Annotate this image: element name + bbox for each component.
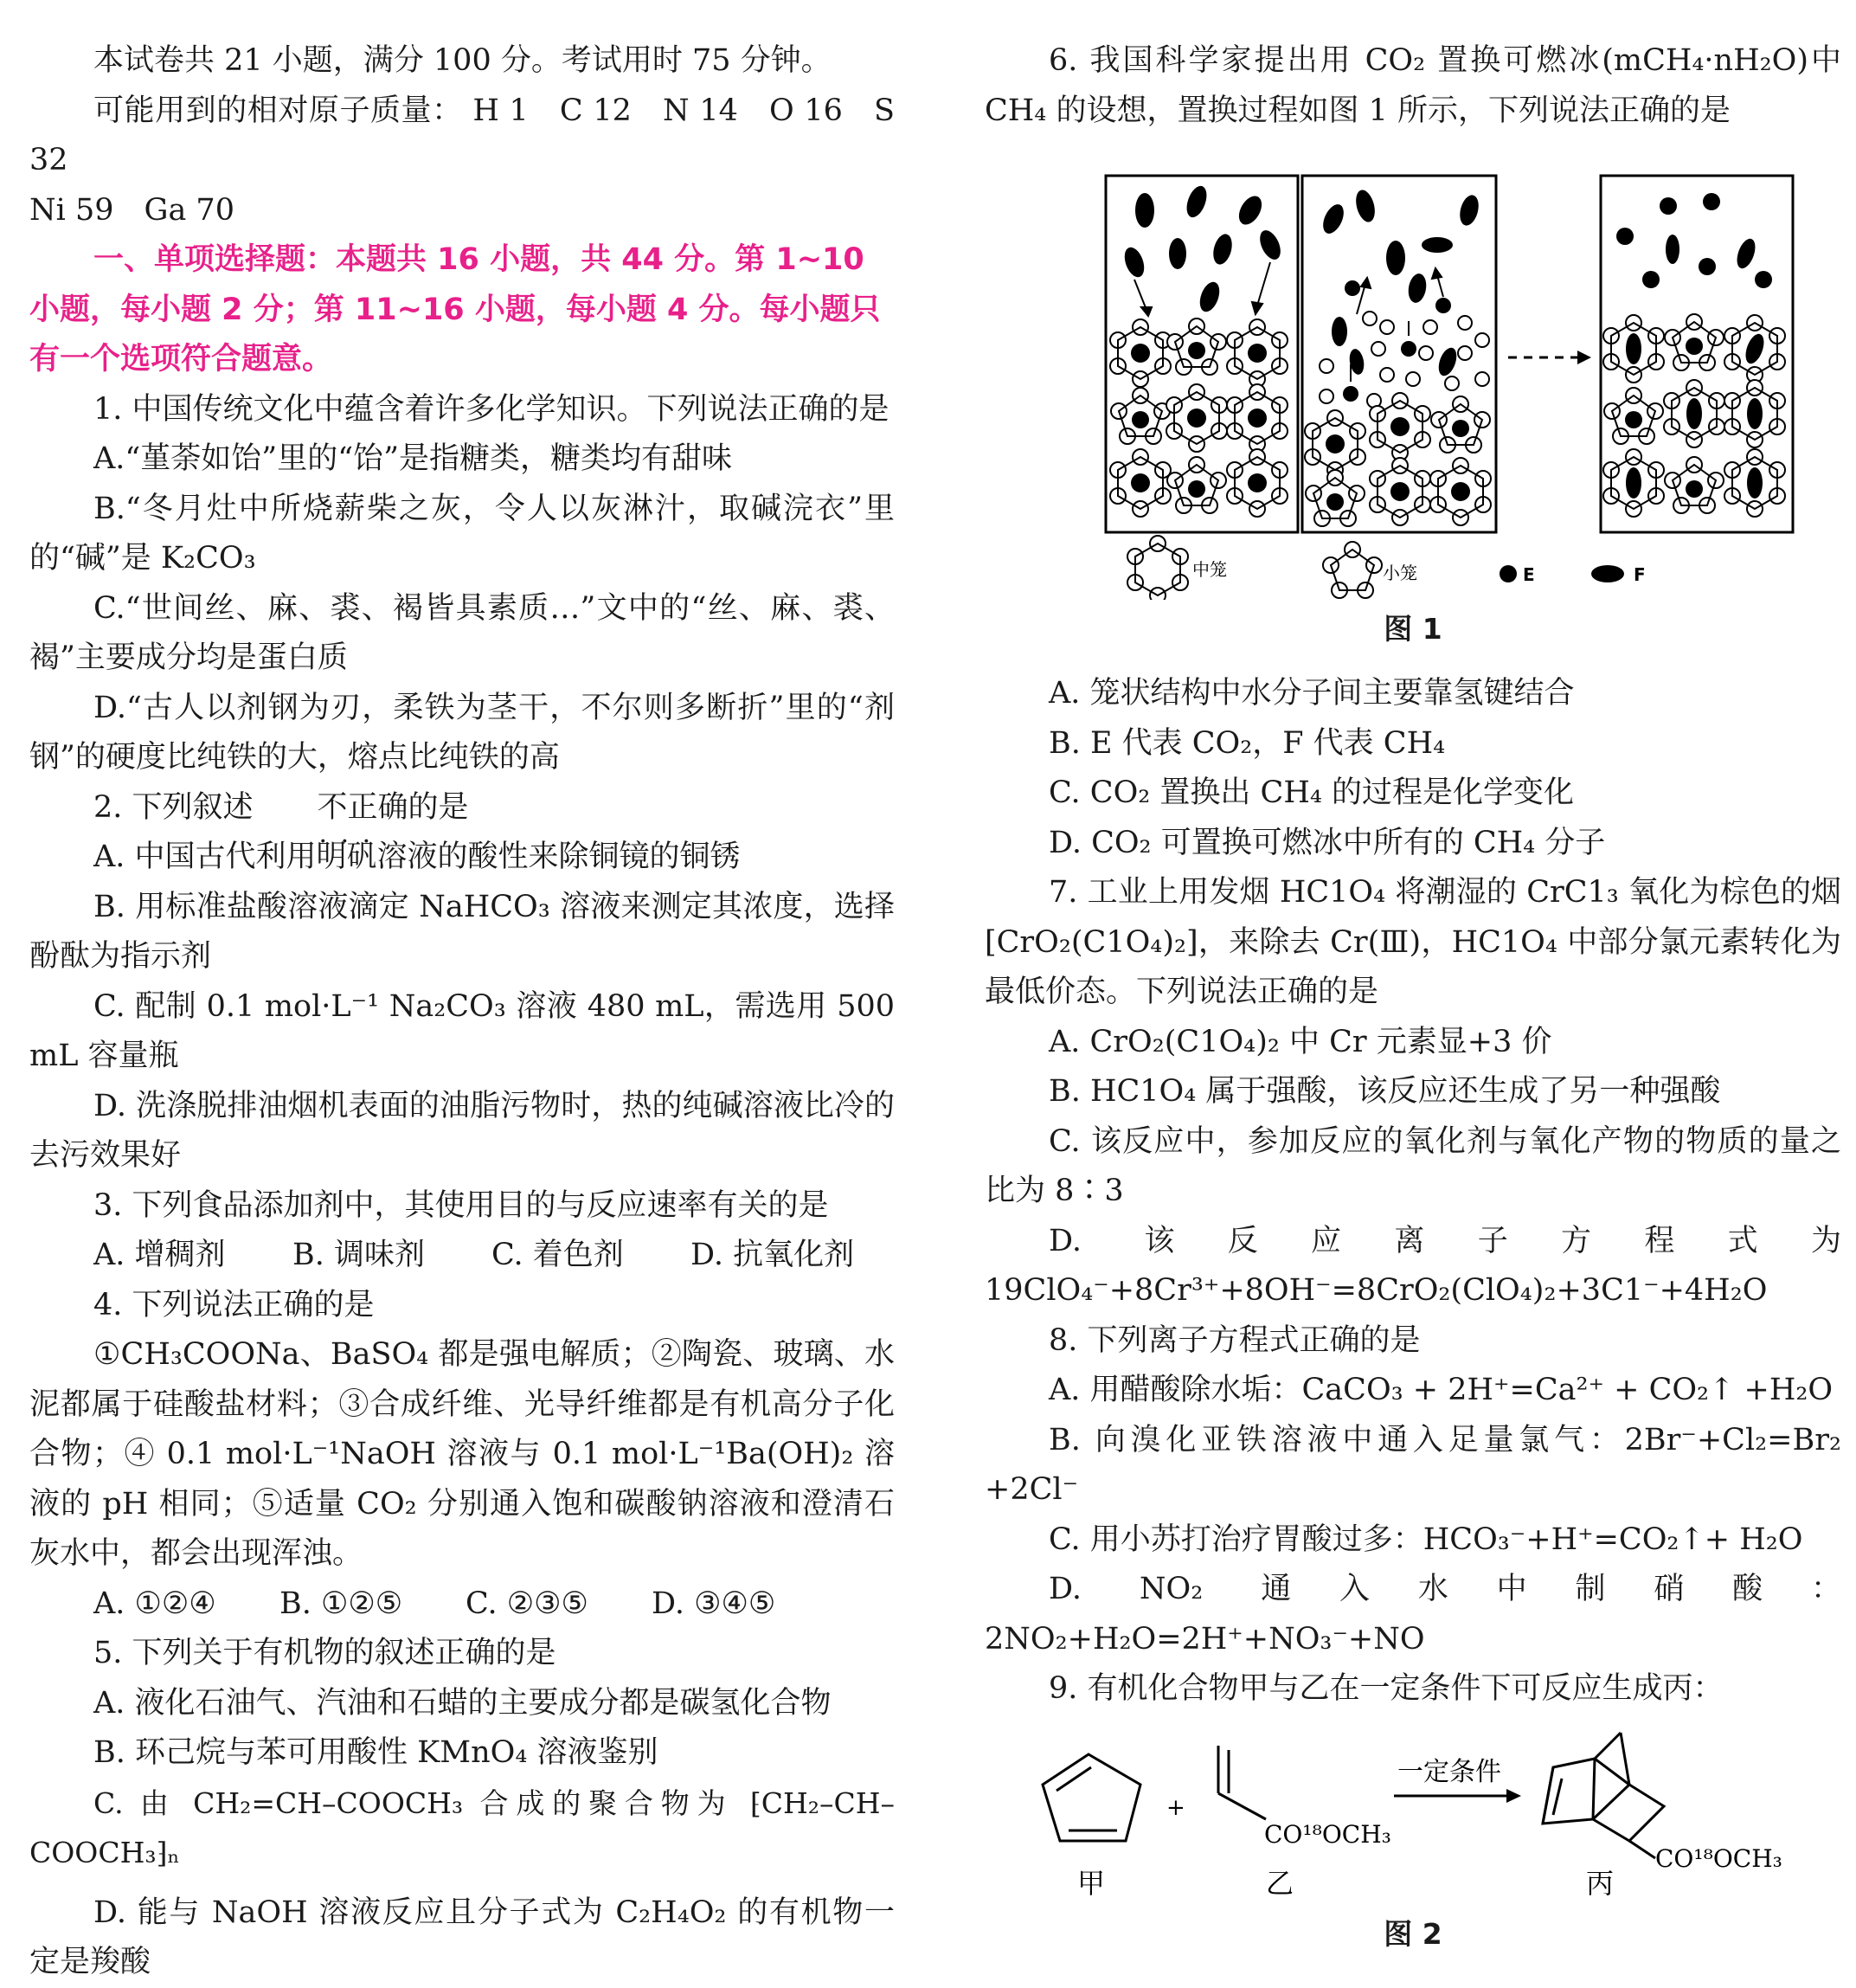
legend-small-cage: 小笼 bbox=[1383, 563, 1417, 583]
q8-option-d: D. NO₂ 通入水中制硝酸：2NO₂+H₂O=2H⁺+NO₃⁻+NO bbox=[985, 1572, 1841, 1657]
question-5: 5. 下列关于有机物的叙述正确的是 bbox=[93, 1636, 556, 1670]
compound-jia-structure bbox=[1043, 1754, 1140, 1841]
q3-option-a: A. 增稠剂 bbox=[93, 1238, 226, 1272]
label-yi: 乙 bbox=[1266, 1866, 1294, 1900]
q2-text-post: 的是 bbox=[408, 789, 469, 825]
legend-medium-cage: 中笼 bbox=[1192, 559, 1227, 580]
q4-statements: ①CH₃COONa、BaSO₄ 都是强电解质；②陶瓷、玻璃、水泥都属于硅酸盐材料；③合成纤维、光导纤维都是有机高分子化合物；④ 0.1 mol·L⁻¹NaOH 溶液与 0.1 mol·L⁻¹Ba(OH)₂ 溶液的 pH 相同；⑤适量 CO₂ 分别通入饱和碳酸钠溶液和澄清石灰水中，都会出现浑浊。 bbox=[29, 1337, 895, 1571]
q4-options bbox=[29, 1579, 895, 1630]
reaction-plus: + bbox=[1166, 1794, 1185, 1821]
q6-option-b: B. E 代表 CO₂，F 代表 CH₄ bbox=[1049, 725, 1446, 761]
question-2 bbox=[29, 783, 895, 833]
q2-text-pre: 2. 下列叙述 bbox=[93, 789, 254, 825]
q8-option-a: A. 用醋酸除水垢：CaCO₃ + 2H⁺=Ca²⁺ + CO₂↑ +H₂O bbox=[1049, 1373, 1834, 1407]
q3-option-b: B. 调味剂 bbox=[292, 1238, 425, 1272]
q3-option-d: D. 抗氧化剂 bbox=[690, 1238, 855, 1272]
q3-option-c: C. 着色剂 bbox=[491, 1238, 624, 1272]
label-jia: 甲 bbox=[1077, 1866, 1106, 1900]
question-4: 4. 下列说法正确的是 bbox=[93, 1287, 375, 1322]
question-9: 9. 有机化合物甲与乙在一定条件下可反应生成丙： bbox=[1049, 1671, 1724, 1706]
question-1: 1. 中国传统文化中蕴含着许多化学知识。下列说法正确的是 bbox=[93, 391, 889, 427]
q7-option-b: B. HC1O₄ 属于强酸，该反应还生成了另一种强酸 bbox=[1049, 1074, 1721, 1109]
q8-option-b: B. 向溴化亚铁溶液中通入足量氯气：2Br⁻+Cl₂=Br₂ +2Cl⁻ bbox=[985, 1422, 1841, 1507]
question-6: 6. 我国科学家提出用 CO₂ 置换可燃冰(mCH₄·nH₂O)中 CH₄ 的设想，置换过程如图 1 所示，下列说法正确的是 bbox=[985, 43, 1841, 128]
q1-option-c: C.“世间丝、麻、裘、褐皆具素质…”文中的“丝、麻、裘、褐”主要成分均是蛋白质 bbox=[29, 590, 895, 675]
label-bing: 丙 bbox=[1586, 1866, 1615, 1900]
compound-yi-structure bbox=[1218, 1746, 1266, 1819]
figure-2-reaction-scheme bbox=[1024, 1728, 1802, 1901]
section-heading: 一、单项选择题：本题共 16 小题，共 44 分。第 1~10 小题，每小题 2 分；第 11~16 小题，每小题 4 分。每小题只有一个选项符合题意。 bbox=[29, 242, 881, 376]
question-8: 8. 下列离子方程式正确的是 bbox=[1049, 1322, 1421, 1358]
q8-option-c: C. 用小苏打治疗胃酸过多：HCO₃⁻+H⁺=CO₂↑+ H₂O bbox=[1049, 1522, 1803, 1557]
q5-option-d: D. 能与 NaOH 溶液反应且分子式为 C₂H₄O₂ 的有机物一定是羧酸 bbox=[29, 1895, 895, 1979]
reaction-arrow bbox=[1394, 1789, 1521, 1803]
left-column bbox=[29, 36, 895, 1988]
q5-option-c: C. 由 CH₂=CH–COOCH₃ 合成的聚合物为 ⁅CH₂–CH–COOCH₃⁆ₙ bbox=[29, 1785, 895, 1869]
q4-option-b: B. ①②⑤ bbox=[279, 1586, 403, 1621]
fig1-panel1-cages bbox=[1110, 318, 1288, 517]
question-7: 7. 工业上用发烟 HC1O₄ 将潮湿的 CrC1₃ 氧化为棕色的烟[CrO₂(C1O₄)₂]，来除去 Cr(Ⅲ)，HC1O₄ 中部分氯元素转化为最低价态。下列说法正确的是 bbox=[985, 875, 1841, 1009]
figure-2-caption: 图 2 bbox=[1384, 1916, 1442, 1951]
q6-option-a: A. 笼状结构中水分子间主要靠氢键结合 bbox=[1049, 676, 1575, 711]
question-3: 3. 下列食品添加剂中，其使用目的与反应速率有关的是 bbox=[93, 1187, 829, 1223]
q7-option-d: D. 该反应离子方程式为 19ClO₄⁻+8Cr³⁺+8OH⁻=8CrO₂(ClO₄)₂+3C1⁻+4H₂O bbox=[985, 1223, 1841, 1308]
intro-line-1: 本试卷共 21 小题，满分 100 分。考试用时 75 分钟。 bbox=[93, 43, 832, 78]
q2-option-b: B. 用标准盐酸溶液滴定 NaHCO₃ 溶液来测定其浓度，选择酚酞为指示剂 bbox=[29, 889, 895, 974]
bing-ester-label: CO¹⁸OCH₃ bbox=[1655, 1843, 1782, 1873]
q5-option-b: B. 环己烷与苯可用酸性 KMnO₄ 溶液鉴别 bbox=[93, 1735, 658, 1770]
right-column bbox=[985, 36, 1841, 1955]
q4-option-a: A. ①②④ bbox=[93, 1586, 216, 1621]
q3-options bbox=[29, 1231, 895, 1281]
q7-option-a: A. CrO₂(C1O₄)₂ 中 Cr 元素显+3 价 bbox=[1049, 1024, 1552, 1059]
q1-option-b: B.“冬月灶中所烧薪柴之灰，令人以灰淋汁，取碱浣衣”里的“碱”是 K₂CO₃ bbox=[29, 491, 895, 576]
q7-option-c: C. 该反应中，参加反应的氧化剂与氧化产物的物质的量之比为 8∶3 bbox=[985, 1123, 1841, 1208]
q4-option-d: D. ③④⑤ bbox=[652, 1586, 776, 1621]
figure-1-hydrate-diagram bbox=[1024, 167, 1802, 600]
fig1-process-arrow bbox=[1508, 351, 1591, 364]
q1-option-d: D.“古人以剂钢为刃，柔铁为茎干，不尔则多断折”里的“剂钢”的硬度比纯铁的大，熔点比纯铁的高 bbox=[29, 690, 895, 775]
q4-option-c: C. ②③⑤ bbox=[466, 1586, 588, 1621]
compound-bing-structure bbox=[1543, 1733, 1664, 1858]
q1-option-a: A.“堇荼如饴”里的“饴”是指糖类，糖类均有甜味 bbox=[93, 441, 732, 476]
yi-ester-label: CO¹⁸OCH₃ bbox=[1264, 1819, 1391, 1849]
q2-emphasis: 不正确 · · · bbox=[254, 783, 408, 833]
reaction-condition: 一定条件 bbox=[1397, 1756, 1501, 1787]
intro-line-3: Ni 59 Ga 70 bbox=[29, 192, 234, 228]
legend-e: E bbox=[1523, 564, 1535, 585]
intro-line-2: 可能用到的相对原子质量： H 1 C 12 N 14 O 16 S 32 bbox=[29, 93, 895, 177]
q6-option-d: D. CO₂ 可置换可燃冰中所有的 CH₄ 分子 bbox=[1049, 825, 1606, 860]
fig1-panel3-cages bbox=[1603, 314, 1785, 517]
q2-option-a: A. 中国古代利用明矾溶液的酸性来除铜镜的铜锈 bbox=[93, 840, 741, 874]
q5-option-a: A. 液化石油气、汽油和石蜡的主要成分都是碳氢化合物 bbox=[93, 1685, 832, 1721]
q2-option-d: D. 洗涤脱排油烟机表面的油脂污物时，热的纯碱溶液比冷的去污效果好 bbox=[29, 1088, 895, 1173]
q2-option-c: C. 配制 0.1 mol·L⁻¹ Na₂CO₃ 溶液 480 mL，需选用 500 mL 容量瓶 bbox=[29, 988, 895, 1073]
figure-1-caption: 图 1 bbox=[1384, 612, 1442, 646]
fig1-legend bbox=[1127, 536, 1646, 600]
legend-f: F bbox=[1634, 564, 1646, 585]
q6-option-c: C. CO₂ 置换出 CH₄ 的过程是化学变化 bbox=[1049, 775, 1574, 810]
